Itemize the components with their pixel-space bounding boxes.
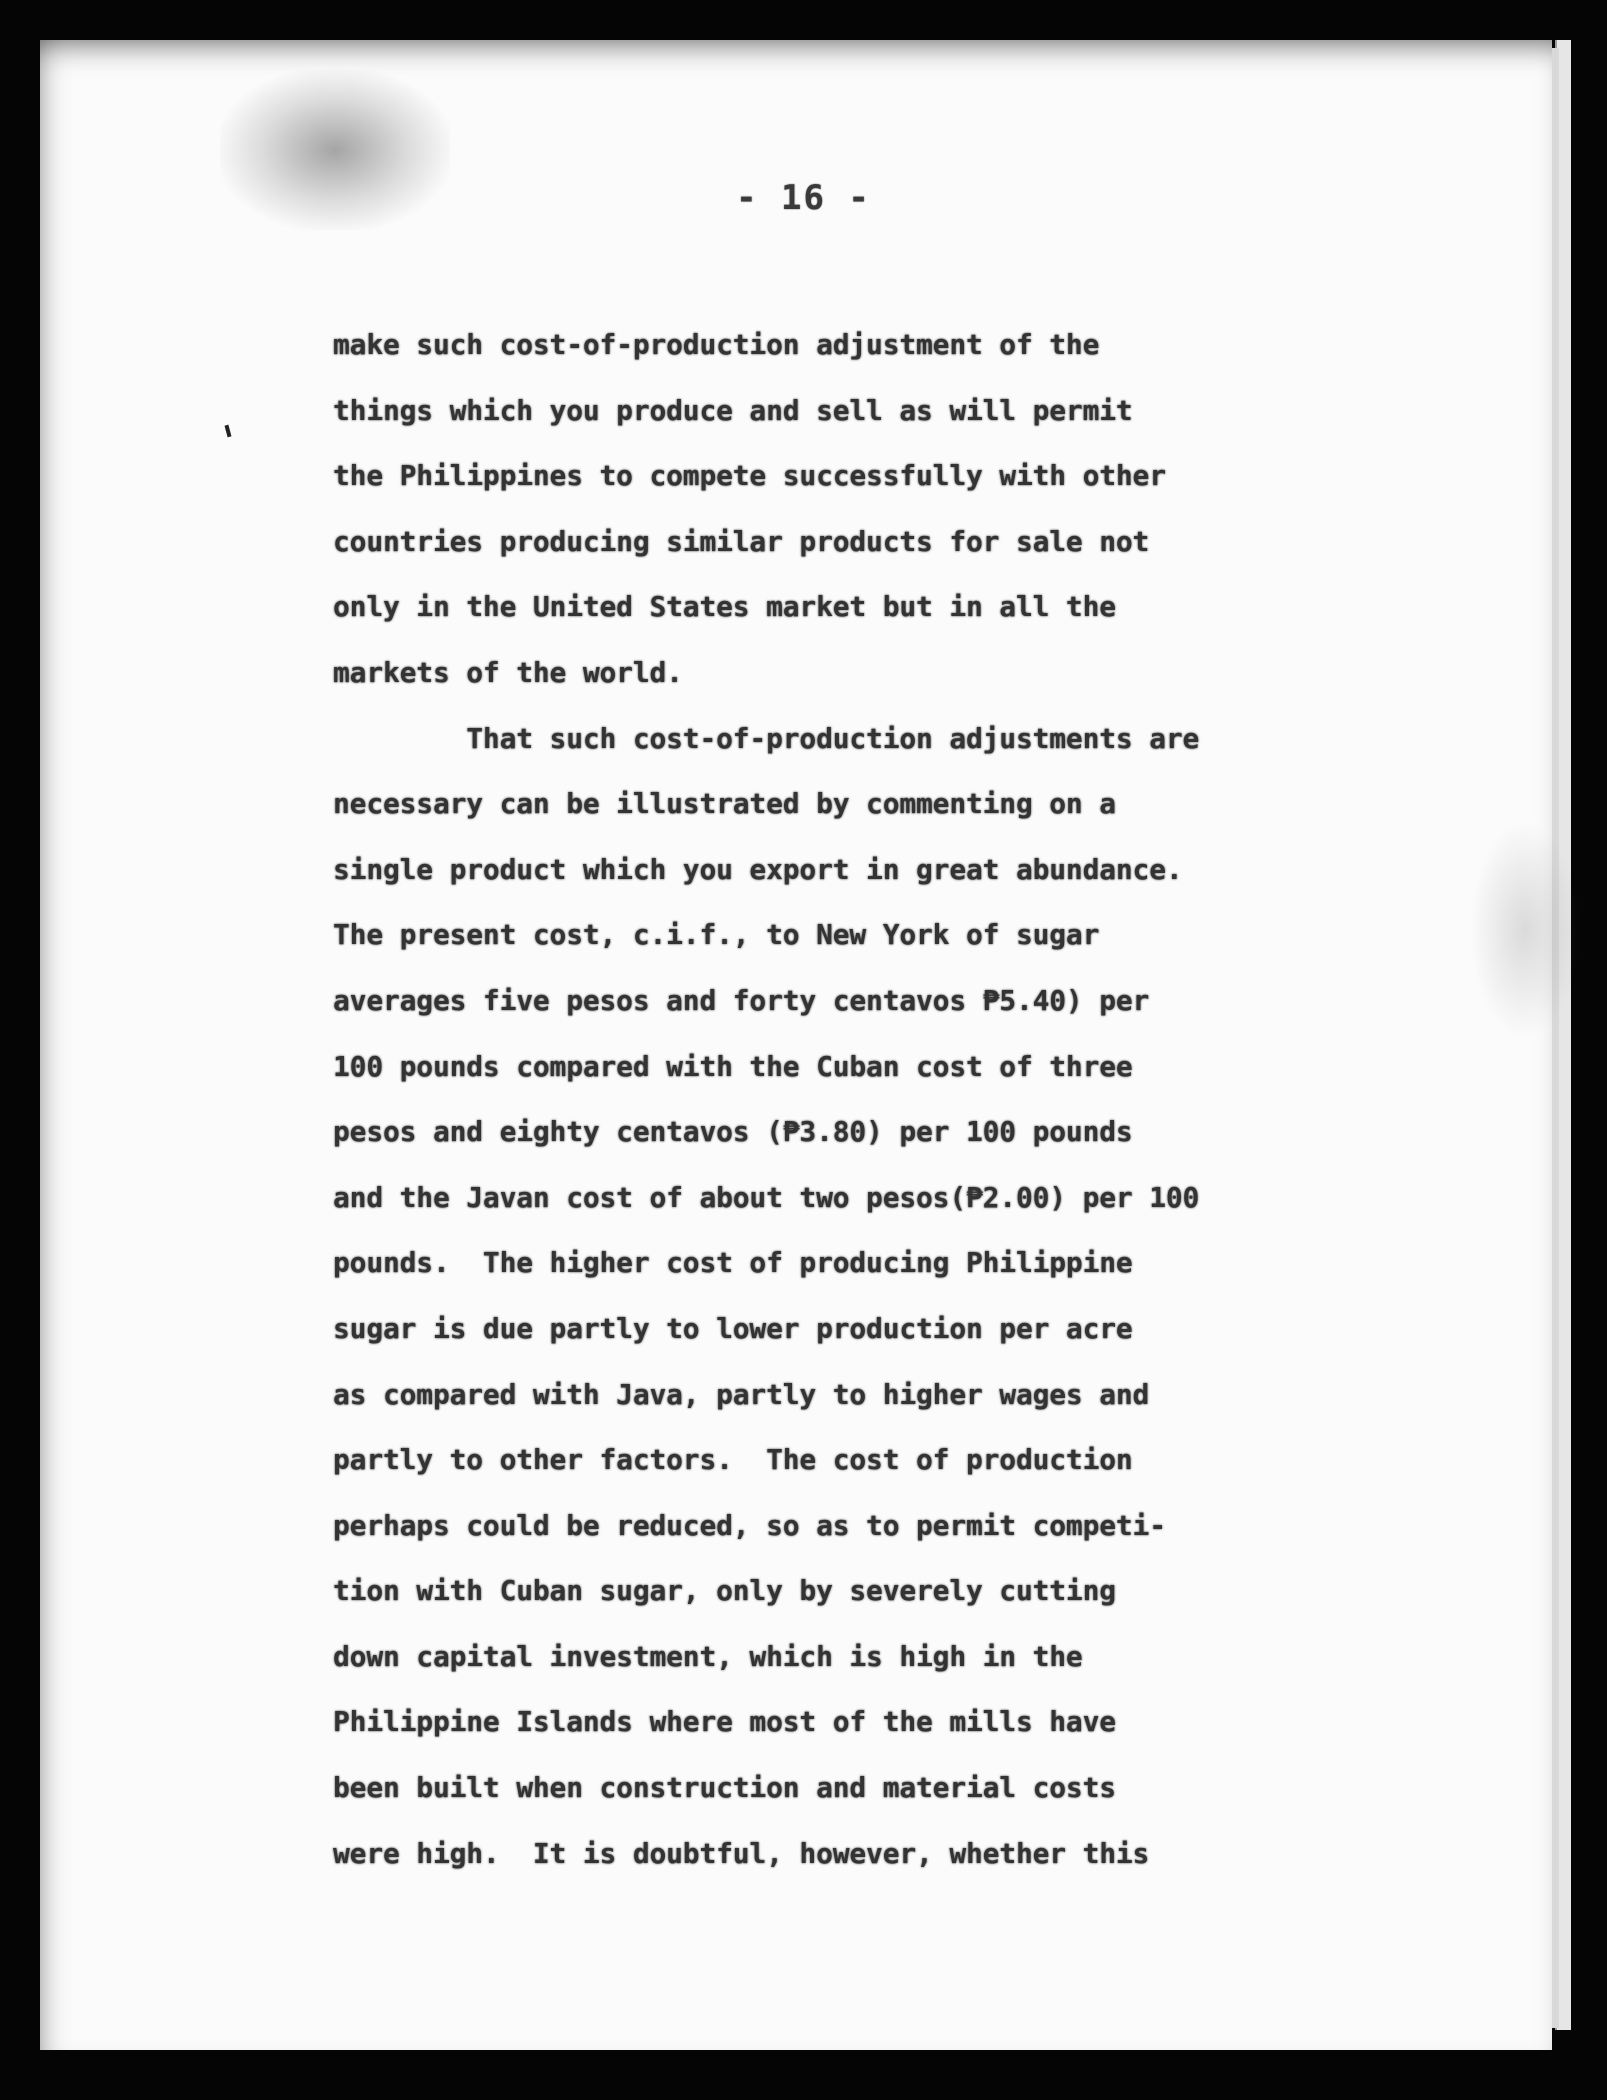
text-line: 100 pounds compared with the Cuban cost of three xyxy=(333,1049,1133,1083)
text-line: the Philippines to compete successfully with other xyxy=(333,459,1166,493)
text-line: only in the United States market but in all the xyxy=(333,590,1116,624)
text-line: down capital investment, which is high in the xyxy=(333,1639,1083,1673)
text-line: averages five pesos and forty centavos ₱5.40) per xyxy=(333,983,1150,1017)
text-line: pesos and eighty centavos (₱3.80) per 100 pounds xyxy=(333,1115,1133,1149)
text-line: The present cost, c.i.f., to New York of sugar xyxy=(333,918,1100,952)
text-line: been built when construction and material costs xyxy=(333,1771,1116,1805)
text-line: tion with Cuban sugar, only by severely cutting xyxy=(333,1574,1116,1608)
text-line: That such cost-of-production adjustments are xyxy=(333,721,1200,755)
text-line: partly to other factors. The cost of production xyxy=(333,1443,1133,1477)
text-line: make such cost-of-production adjustment of the xyxy=(333,328,1100,361)
text-line: necessary can be illustrated by commenting on a xyxy=(333,787,1116,821)
text-line: countries producing similar products for sale not xyxy=(333,524,1150,558)
text-line: and the Javan cost of about two pesos(₱2.00) per 100 xyxy=(333,1180,1200,1214)
text-line: perhaps could be reduced, so as to permit competi- xyxy=(333,1508,1166,1542)
text-line: markets of the world. xyxy=(333,655,683,689)
page-number: - 16 - xyxy=(736,178,871,218)
text-line: pounds. The higher cost of producing Philippine xyxy=(333,1246,1133,1280)
smudge-mark-right xyxy=(1470,820,1580,1040)
text-line: sugar is due partly to lower production per acre xyxy=(333,1311,1133,1345)
text-line: single product which you export in great abundance. xyxy=(333,852,1183,886)
text-line: Philippine Islands where most of the mills have xyxy=(333,1705,1116,1739)
text-line: were high. It is doubtful, however, whether this xyxy=(333,1836,1150,1870)
text-line: things which you produce and sell as will permit xyxy=(333,393,1133,427)
text-line: as compared with Java, partly to higher wages and xyxy=(333,1377,1150,1411)
typed-text-body xyxy=(333,312,1363,1886)
